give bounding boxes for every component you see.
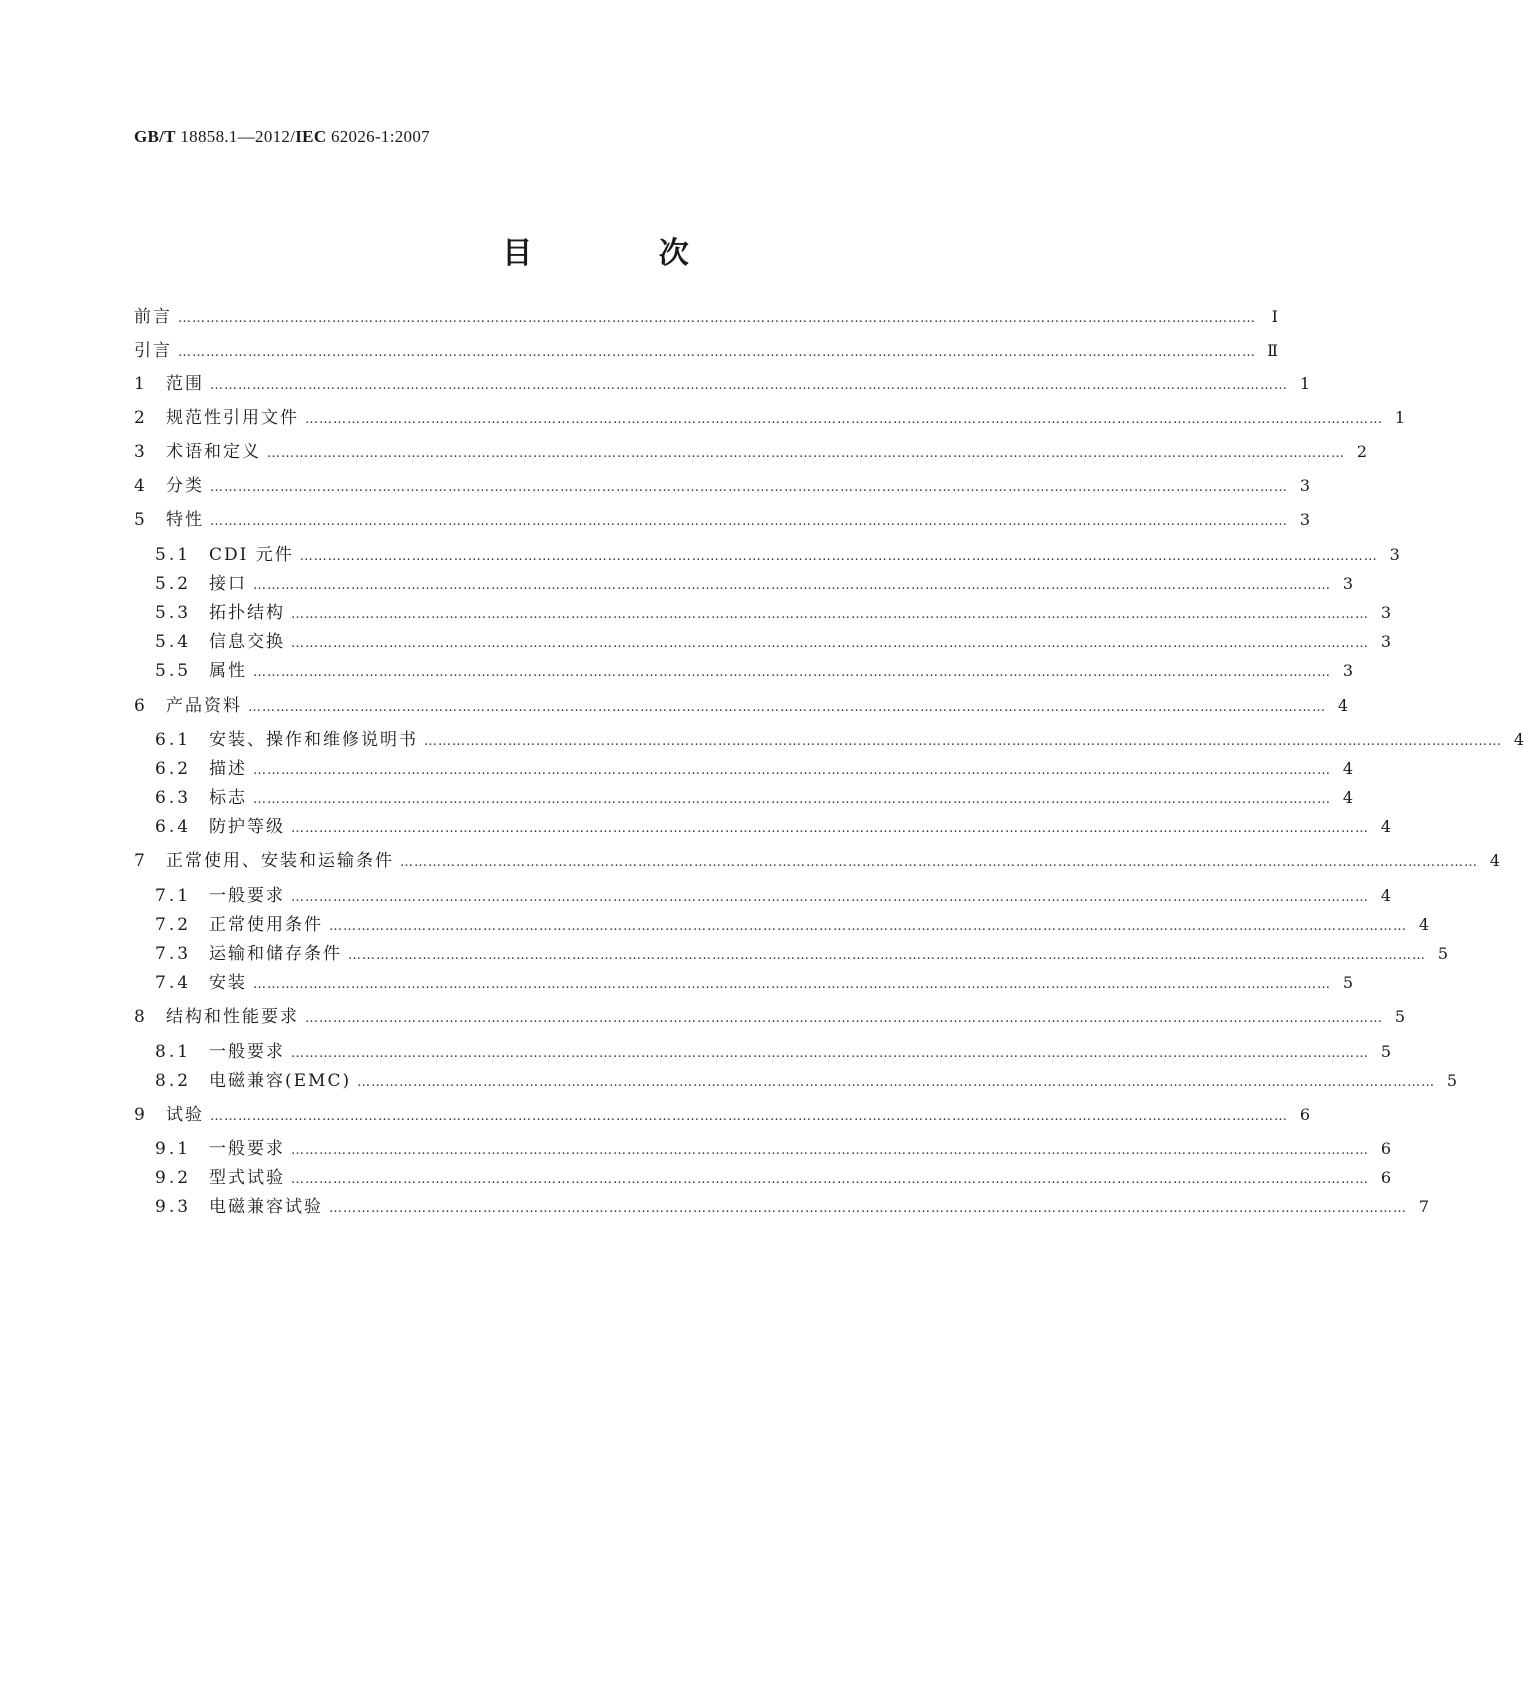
toc-entry-page: 4 <box>1513 730 1524 749</box>
toc-entry-leader: …………………………………………………………………………………………………………………………………………………………………………………………………………… <box>348 948 1426 963</box>
toc-entry-number: 5 <box>134 510 148 530</box>
toc-entry-page: 4 <box>1380 817 1391 836</box>
toc-entry[interactable] <box>155 630 1391 654</box>
toc-entry-page: 3 <box>1299 476 1310 495</box>
toc-entry-label: 产品资料 <box>166 696 242 716</box>
toc-entry-leader: …………………………………………………………………………………………………………………………………………………………………………………………………………… <box>291 1143 1369 1158</box>
toc-entry-label: 结构和性能要求 <box>166 1007 299 1027</box>
toc-entry-leader: …………………………………………………………………………………………………………………………………………………………………………………………………………… <box>424 734 1502 749</box>
toc-entry-number: 1 <box>134 374 148 394</box>
toc-entry-page: 5 <box>1342 973 1353 992</box>
toc-entry-page: 3 <box>1380 603 1391 622</box>
toc-entry-label: 安装、操作和维修说明书 <box>209 730 418 750</box>
toc-entry-leader: …………………………………………………………………………………………………………………………………………………………………………………………………………… <box>329 1201 1407 1216</box>
toc-entry[interactable] <box>155 601 1391 625</box>
toc-entry[interactable] <box>155 1040 1391 1064</box>
toc-entry-leader: …………………………………………………………………………………………………………………………………………………………………………………………………………… <box>291 1172 1369 1187</box>
toc-entry-page: 4 <box>1418 915 1429 934</box>
toc-entry-number: 7.2 <box>155 915 192 935</box>
toc-entry[interactable] <box>155 884 1391 908</box>
toc-entry-leader: …………………………………………………………………………………………………………………………………………………………………………………………………………… <box>253 578 1331 593</box>
toc-entry-label: 电磁兼容(EMC) <box>209 1071 352 1091</box>
toc-entry-leader: …………………………………………………………………………………………………………………………………………………………………………………………………………… <box>253 763 1331 778</box>
toc-entry[interactable] <box>155 913 1429 937</box>
toc-entry-leader: …………………………………………………………………………………………………………………………………………………………………………………………………………… <box>210 378 1288 393</box>
toc-entry-label: 特性 <box>166 510 204 530</box>
toc-entry[interactable] <box>155 1137 1391 1161</box>
toc-entry-label: CDI 元件 <box>209 545 294 565</box>
toc-entry[interactable] <box>155 786 1353 810</box>
toc-entry-page: 5 <box>1394 1007 1405 1026</box>
toc-entry-leader: …………………………………………………………………………………………………………………………………………………………………………………………………………… <box>253 792 1331 807</box>
toc-entry-number: 6.1 <box>155 730 192 750</box>
toc-entry-page: 7 <box>1418 1197 1429 1216</box>
toc-entry-label: 运输和储存条件 <box>209 944 342 964</box>
toc-entry-number: 5.3 <box>155 603 192 623</box>
toc-entry-page: 6 <box>1380 1139 1391 1158</box>
toc-entry[interactable] <box>155 659 1353 683</box>
toc-entry-label: 型式试验 <box>209 1168 285 1188</box>
toc-entry-number: 6.3 <box>155 788 192 808</box>
toc-entry-leader: …………………………………………………………………………………………………………………………………………………………………………………………………………… <box>305 412 1383 427</box>
toc-entry-label: 标志 <box>209 788 247 808</box>
toc-entry-number: 7 <box>134 851 148 871</box>
toc-entry[interactable] <box>134 372 1310 396</box>
toc-entry[interactable] <box>155 757 1353 781</box>
toc-entry-leader: …………………………………………………………………………………………………………………………………………………………………………………………………………… <box>178 345 1256 360</box>
toc-entry-label: 一般要求 <box>209 1042 285 1062</box>
toc-entry-number: 3 <box>134 442 148 462</box>
toc-entry[interactable] <box>155 1195 1429 1219</box>
toc-entry-number: 9.3 <box>155 1197 192 1217</box>
toc-entry-leader: …………………………………………………………………………………………………………………………………………………………………………………………………………… <box>210 480 1288 495</box>
toc-entry-number: 8.1 <box>155 1042 192 1062</box>
toc-entry-number: 6.2 <box>155 759 192 779</box>
toc-entry-label: 正常使用条件 <box>209 915 323 935</box>
toc-entry-page: Ⅰ <box>1271 307 1278 326</box>
toc-entry-leader: …………………………………………………………………………………………………………………………………………………………………………………………………………… <box>291 1046 1369 1061</box>
toc-entry-number: 4 <box>134 476 148 496</box>
iec-code-prefix: IEC <box>295 127 327 146</box>
toc-entry-leader: …………………………………………………………………………………………………………………………………………………………………………………………………………… <box>299 549 1378 564</box>
toc-entry-leader: …………………………………………………………………………………………………………………………………………………………………………………………………………… <box>291 636 1369 651</box>
toc-entry[interactable] <box>134 694 1348 718</box>
toc-entry-number: 6.4 <box>155 817 192 837</box>
toc-entry-page: 6 <box>1380 1168 1391 1187</box>
toc-entry[interactable] <box>155 572 1353 596</box>
toc-entry-label: 一般要求 <box>209 886 285 906</box>
toc-entry-number: 9.2 <box>155 1168 192 1188</box>
toc-entry-page: Ⅱ <box>1267 341 1278 360</box>
toc-entry[interactable] <box>134 339 1278 363</box>
toc-entry-page: 4 <box>1342 759 1353 778</box>
toc-entry-page: 5 <box>1437 944 1448 963</box>
toc-entry[interactable] <box>155 543 1400 567</box>
toc-entry-page: 3 <box>1342 574 1353 593</box>
toc-entry-page: 3 <box>1389 545 1400 564</box>
toc-entry-label: 前言 <box>134 307 172 327</box>
toc-entry-page: 4 <box>1489 851 1500 870</box>
toc-entry-page: 5 <box>1446 1071 1458 1090</box>
toc-entry-page: 4 <box>1342 788 1353 807</box>
toc-entry-page: 4 <box>1337 696 1348 715</box>
toc-entry-label: 拓扑结构 <box>209 603 285 623</box>
toc-entry[interactable] <box>134 849 1500 873</box>
toc-entry-label: 安装 <box>209 973 247 993</box>
toc-entry[interactable] <box>155 1166 1391 1190</box>
toc-entry-leader: …………………………………………………………………………………………………………………………………………………………………………………………………………… <box>400 855 1478 870</box>
toc-entry-label: 电磁兼容试验 <box>209 1197 323 1217</box>
toc-entry-number: 8.2 <box>155 1071 192 1091</box>
toc-entry[interactable] <box>134 1103 1310 1127</box>
toc-entry-page: 6 <box>1299 1105 1310 1124</box>
toc-entry-page: 3 <box>1380 632 1391 651</box>
toc-entry-leader: …………………………………………………………………………………………………………………………………………………………………………………………………………… <box>291 607 1369 622</box>
toc-entry[interactable] <box>134 305 1278 329</box>
toc-entry-leader: …………………………………………………………………………………………………………………………………………………………………………………………………………… <box>248 700 1326 715</box>
toc-entry-label: 信息交换 <box>209 632 285 652</box>
toc-entry-page: 4 <box>1380 886 1391 905</box>
toc-entry-page: 5 <box>1380 1042 1391 1061</box>
toc-entry[interactable] <box>134 474 1310 498</box>
toc-entry-leader: …………………………………………………………………………………………………………………………………………………………………………………………………………… <box>253 665 1331 680</box>
toc-entry[interactable] <box>134 508 1310 532</box>
toc-entry-number: 7.4 <box>155 973 192 993</box>
toc-entry-number: 6 <box>134 696 148 716</box>
page-title: 目 次 <box>502 236 747 271</box>
toc-entry-label: 引言 <box>134 341 172 361</box>
toc-entry-label: 一般要求 <box>209 1139 285 1159</box>
toc-entry[interactable] <box>134 1005 1405 1029</box>
toc-entry-leader: …………………………………………………………………………………………………………………………………………………………………………………………………………… <box>329 919 1407 934</box>
toc-entry-number: 9.1 <box>155 1139 192 1159</box>
toc-entry-number: 5.4 <box>155 632 192 652</box>
toc-entry-number: 8 <box>134 1007 148 1027</box>
toc-entry-number: 7.1 <box>155 886 192 906</box>
toc-entry-number: 5.2 <box>155 574 192 594</box>
toc-entry-number: 5.5 <box>155 661 192 681</box>
toc-entry-number: 2 <box>134 408 148 428</box>
standard-code-prefix: GB/T <box>134 127 176 146</box>
toc-entry-page: 1 <box>1299 374 1310 393</box>
toc-entry-label: 属性 <box>209 661 247 681</box>
toc-entry[interactable] <box>155 728 1524 752</box>
toc-entry[interactable] <box>155 942 1448 966</box>
toc-entry-label: 正常使用、安装和运输条件 <box>166 851 394 871</box>
toc-entry-page: 1 <box>1394 408 1405 427</box>
toc-entry-leader: …………………………………………………………………………………………………………………………………………………………………………………………………………… <box>253 977 1331 992</box>
toc-entry-label: 范围 <box>166 374 204 394</box>
toc-entry-label: 防护等级 <box>209 817 285 837</box>
toc-entry-page: 2 <box>1356 442 1367 461</box>
toc-entry-label: 描述 <box>209 759 247 779</box>
toc-entry-number: 5.1 <box>155 545 192 565</box>
toc-entry-label: 分类 <box>166 476 204 496</box>
toc-entry[interactable] <box>155 971 1353 995</box>
toc-entry-leader: …………………………………………………………………………………………………………………………………………………………………………………………………………… <box>178 311 1256 326</box>
standard-code-number: 18858.1—2012/ <box>175 127 296 146</box>
toc-entry-leader: …………………………………………………………………………………………………………………………………………………………………………………………………………… <box>210 1109 1288 1124</box>
toc-entry-page: 3 <box>1342 661 1353 680</box>
toc-entry-label: 试验 <box>166 1105 204 1125</box>
toc-entry[interactable] <box>155 815 1391 839</box>
toc-entry-label: 规范性引用文件 <box>166 408 299 428</box>
toc-entry-number: 9 <box>134 1105 148 1125</box>
toc-entry-label: 术语和定义 <box>166 442 261 462</box>
toc-entry-number: 7.3 <box>155 944 192 964</box>
toc-entry-leader: …………………………………………………………………………………………………………………………………………………………………………………………………………… <box>291 890 1369 905</box>
toc-entry[interactable] <box>134 440 1367 464</box>
toc-entry-leader: …………………………………………………………………………………………………………………………………………………………………………………………………………… <box>210 514 1288 529</box>
toc-entry[interactable] <box>155 1069 1458 1093</box>
toc-entry-leader: …………………………………………………………………………………………………………………………………………………………………………………………………………… <box>291 821 1369 836</box>
toc-entry-page: 3 <box>1299 510 1310 529</box>
toc-entry-leader: …………………………………………………………………………………………………………………………………………………………………………………………………………… <box>305 1011 1383 1026</box>
toc-entry-leader: …………………………………………………………………………………………………………………………………………………………………………………………………………… <box>357 1075 1436 1090</box>
toc-entry-label: 接口 <box>209 574 247 594</box>
toc-entry[interactable] <box>134 406 1405 430</box>
toc-entry-leader: …………………………………………………………………………………………………………………………………………………………………………………………………………… <box>267 446 1345 461</box>
iec-code-number: 62026-1:2007 <box>326 127 430 146</box>
